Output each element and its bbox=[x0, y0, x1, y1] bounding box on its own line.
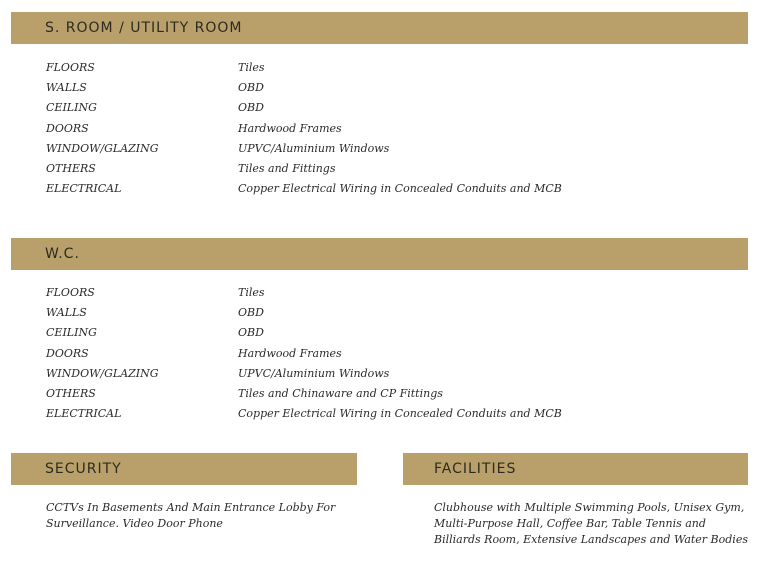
spec-key: WINDOW/GLAZING bbox=[46, 141, 159, 155]
spec-key: FLOORS bbox=[46, 61, 95, 74]
spec-row bbox=[46, 119, 726, 139]
spec-value: Hardwood Frames bbox=[238, 346, 342, 360]
spec-value: Tiles bbox=[238, 286, 265, 299]
facilities-header-band bbox=[403, 453, 748, 485]
spec-row bbox=[46, 159, 726, 179]
utility-room-spec-table bbox=[46, 58, 726, 199]
utility-room-title: S. ROOM / UTILITY ROOM bbox=[45, 20, 243, 36]
spec-key: OTHERS bbox=[46, 386, 96, 400]
spec-key: DOORS bbox=[46, 121, 89, 135]
facilities-description bbox=[434, 500, 748, 548]
spec-value: Tiles and Fittings bbox=[238, 161, 336, 175]
spec-value: Copper Electrical Wiring in Concealed Conduits and MCB bbox=[238, 407, 562, 421]
wc-spec-table bbox=[46, 283, 726, 424]
spec-key: WINDOW/GLAZING bbox=[46, 366, 159, 380]
spec-value: Hardwood Frames bbox=[238, 121, 342, 135]
spec-row bbox=[46, 384, 726, 404]
wc-title: W.C. bbox=[45, 246, 80, 262]
spec-row bbox=[46, 344, 726, 364]
spec-key: ELECTRICAL bbox=[46, 182, 122, 196]
spec-value: UPVC/Aluminium Windows bbox=[238, 366, 390, 380]
spec-value: Copper Electrical Wiring in Concealed Conduits and MCB bbox=[238, 182, 562, 196]
utility-room-header-band bbox=[11, 12, 748, 44]
facilities-line: Clubhouse with Multiple Swimming Pools, Unisex Gym, bbox=[434, 501, 745, 514]
spec-key: CEILING bbox=[46, 326, 97, 340]
security-description bbox=[46, 500, 335, 532]
security-line: CCTVs In Basements And Main Entrance Lobby For bbox=[46, 501, 336, 514]
spec-row bbox=[46, 283, 726, 303]
spec-value: OBD bbox=[238, 101, 264, 115]
spec-row bbox=[46, 58, 726, 78]
security-line: Surveillance. Video Door Phone bbox=[46, 517, 223, 530]
spec-key: WALLS bbox=[46, 306, 87, 320]
spec-value: Tiles and Chinaware and CP Fittings bbox=[238, 386, 443, 400]
spec-row bbox=[46, 179, 726, 199]
facilities-title: FACILITIES bbox=[434, 461, 517, 477]
spec-value: OBD bbox=[238, 81, 264, 95]
wc-header-band bbox=[11, 238, 748, 270]
spec-key: FLOORS bbox=[46, 286, 95, 299]
spec-value: UPVC/Aluminium Windows bbox=[238, 141, 390, 155]
spec-row bbox=[46, 323, 726, 343]
spec-row bbox=[46, 404, 726, 424]
security-header-band bbox=[11, 453, 357, 485]
spec-value: OBD bbox=[238, 326, 264, 340]
security-title: SECURITY bbox=[45, 461, 122, 477]
spec-key: WALLS bbox=[46, 81, 87, 95]
spec-key: CEILING bbox=[46, 101, 97, 115]
spec-row bbox=[46, 98, 726, 118]
facilities-line: Billiards Room, Extensive Landscapes and Water Bodies bbox=[434, 533, 748, 546]
spec-key: ELECTRICAL bbox=[46, 407, 122, 421]
spec-value: OBD bbox=[238, 306, 264, 320]
facilities-line: Multi-Purpose Hall, Coffee Bar, Table Tennis and bbox=[434, 517, 706, 530]
spec-value: Tiles bbox=[238, 61, 265, 74]
spec-key: DOORS bbox=[46, 346, 89, 360]
spec-row bbox=[46, 78, 726, 98]
spec-row bbox=[46, 303, 726, 323]
spec-row bbox=[46, 364, 726, 384]
spec-row bbox=[46, 139, 726, 159]
spec-key: OTHERS bbox=[46, 161, 96, 175]
